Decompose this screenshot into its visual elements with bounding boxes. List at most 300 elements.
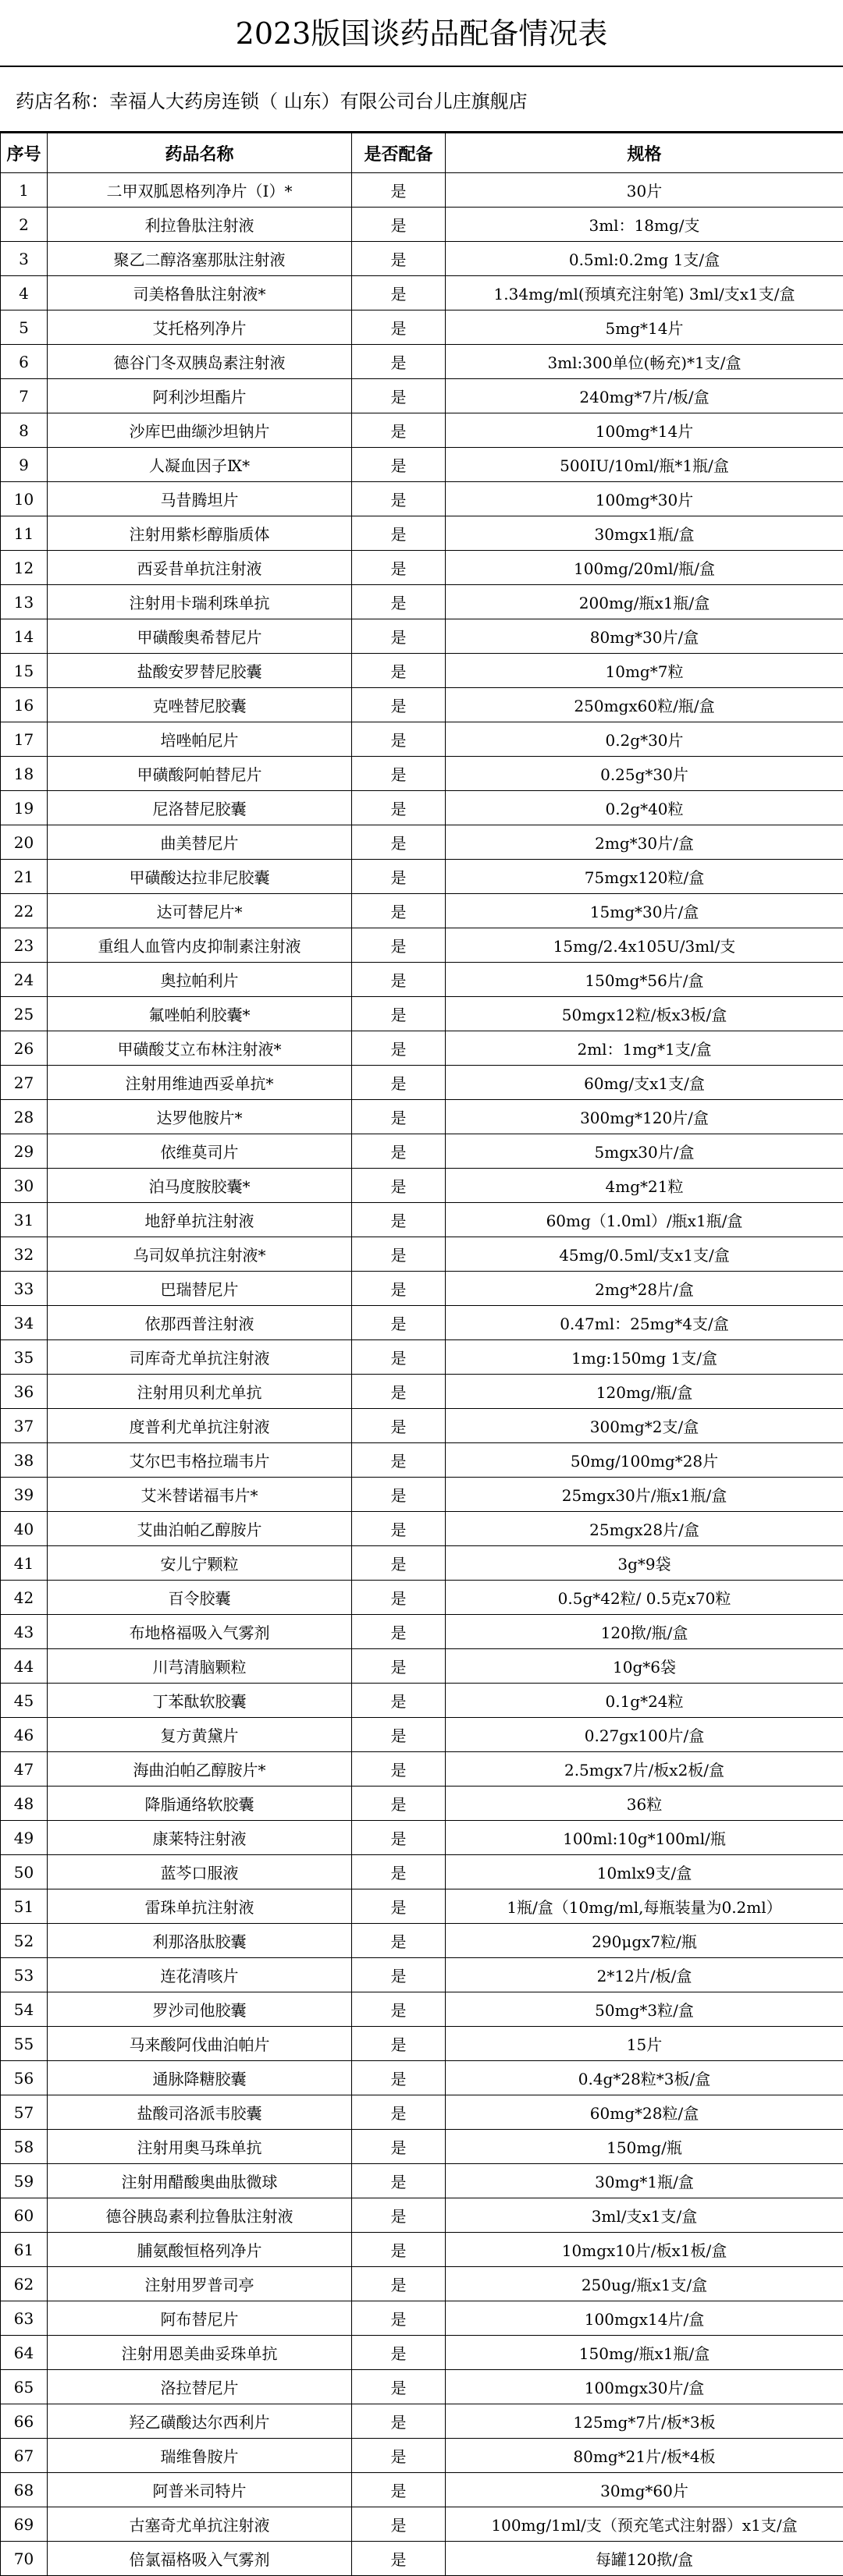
cell-no: 50 [1,1855,48,1889]
cell-stocked: 是 [352,1752,446,1787]
cell-stocked: 是 [352,722,446,757]
cell-stocked: 是 [352,688,446,722]
cell-spec: 3ml:300单位(畅充)*1支/盒 [446,345,843,379]
cell-name: 蓝芩口服液 [48,1855,352,1889]
table-row [1,1855,843,1889]
page-title: 2023版国谈药品配备情况表 [0,0,843,67]
cell-name: 培唑帕尼片 [48,722,352,757]
table-row [1,1787,843,1821]
cell-no: 12 [1,551,48,585]
cell-name: 通脉降糖胶囊 [48,2061,352,2095]
cell-spec: 200mg/瓶x1瓶/盒 [446,585,843,619]
cell-spec: 15mg*30片/盒 [446,894,843,928]
cell-stocked: 是 [352,1031,446,1066]
table-row [1,654,843,688]
cell-name: 百令胶囊 [48,1581,352,1615]
cell-name: 沙库巴曲缬沙坦钠片 [48,413,352,448]
cell-spec: 每罐120揿/盒 [446,2542,843,2576]
cell-name: 泊马度胺胶囊* [48,1169,352,1203]
table-row [1,1924,843,1958]
cell-spec: 3g*9袋 [446,1546,843,1581]
cell-no: 56 [1,2061,48,2095]
cell-stocked: 是 [352,825,446,860]
table-row [1,2301,843,2336]
cell-spec: 25mgx28片/盒 [446,1512,843,1546]
cell-spec: 75mgx120粒/盒 [446,860,843,894]
cell-name: 马昔腾坦片 [48,482,352,516]
cell-no: 5 [1,310,48,345]
table-row [1,1031,843,1066]
cell-no: 33 [1,1272,48,1306]
cell-name: 奥拉帕利片 [48,963,352,997]
cell-no: 40 [1,1512,48,1546]
cell-name: 尼洛替尼胶囊 [48,791,352,825]
cell-spec: 120mg/瓶/盒 [446,1375,843,1409]
cell-no: 41 [1,1546,48,1581]
cell-stocked: 是 [352,1855,446,1889]
table-row [1,2370,843,2404]
cell-name: 依那西普注射液 [48,1306,352,1340]
table-row [1,2473,843,2507]
table-row [1,997,843,1031]
cell-name: 艾曲泊帕乙醇胺片 [48,1512,352,1546]
cell-name: 地舒单抗注射液 [48,1203,352,1237]
cell-no: 55 [1,2027,48,2061]
cell-no: 60 [1,2198,48,2233]
cell-name: 罗沙司他胶囊 [48,1992,352,2027]
header-spec: 规格 [446,133,843,173]
cell-no: 31 [1,1203,48,1237]
cell-no: 6 [1,345,48,379]
cell-spec: 10mg*7粒 [446,654,843,688]
cell-stocked: 是 [352,894,446,928]
cell-no: 2 [1,208,48,242]
cell-no: 54 [1,1992,48,2027]
cell-stocked: 是 [352,2198,446,2233]
cell-no: 18 [1,757,48,791]
cell-stocked: 是 [352,379,446,413]
cell-name: 注射用卡瑞利珠单抗 [48,585,352,619]
header-name: 药品名称 [48,133,352,173]
table-row [1,688,843,722]
cell-stocked: 是 [352,2542,446,2576]
cell-spec: 100ml:10g*100ml/瓶 [446,1821,843,1855]
cell-spec: 100mg*14片 [446,413,843,448]
cell-spec: 15片 [446,2027,843,2061]
table-row [1,1752,843,1787]
cell-stocked: 是 [352,208,446,242]
cell-stocked: 是 [352,2130,446,2164]
cell-name: 艾托格列净片 [48,310,352,345]
cell-spec: 100mgx30片/盒 [446,2370,843,2404]
table-row [1,860,843,894]
cell-no: 44 [1,1649,48,1684]
cell-name: 洛拉替尼片 [48,2370,352,2404]
table-row [1,1272,843,1306]
cell-name: 达罗他胺片* [48,1100,352,1134]
cell-stocked: 是 [352,860,446,894]
cell-spec: 30mgx1瓶/盒 [446,516,843,551]
cell-name: 甲磺酸阿帕替尼片 [48,757,352,791]
cell-no: 16 [1,688,48,722]
cell-spec: 60mg*28粒/盒 [446,2095,843,2130]
cell-no: 63 [1,2301,48,2336]
table-row [1,516,843,551]
cell-spec: 0.5ml:0.2mg 1支/盒 [446,242,843,276]
cell-name: 注射用贝利尤单抗 [48,1375,352,1409]
cell-spec: 80mg*30片/盒 [446,619,843,654]
cell-spec: 15mg/2.4x105U/3ml/支 [446,928,843,963]
table-row [1,448,843,482]
table-row [1,2267,843,2301]
cell-spec: 300mg*120片/盒 [446,1100,843,1134]
table-row [1,1443,843,1478]
cell-no: 51 [1,1889,48,1924]
cell-spec: 80mg*21片/板*4板 [446,2439,843,2473]
cell-no: 9 [1,448,48,482]
cell-stocked: 是 [352,1649,446,1684]
table-row [1,2404,843,2439]
table-row [1,1546,843,1581]
table-header-row [1,133,843,173]
cell-stocked: 是 [352,1924,446,1958]
table-row [1,345,843,379]
cell-name: 达可替尼片* [48,894,352,928]
table-row [1,242,843,276]
cell-name: 注射用罗普司亭 [48,2267,352,2301]
table-row [1,2198,843,2233]
cell-stocked: 是 [352,1546,446,1581]
cell-no: 43 [1,1615,48,1649]
cell-name: 重组人血管内皮抑制素注射液 [48,928,352,963]
cell-name: 降脂通络软胶囊 [48,1787,352,1821]
cell-no: 34 [1,1306,48,1340]
cell-spec: 3ml：18mg/支 [446,208,843,242]
cell-stocked: 是 [352,1375,446,1409]
cell-name: 阿普米司特片 [48,2473,352,2507]
table-row [1,2027,843,2061]
cell-stocked: 是 [352,482,446,516]
cell-no: 19 [1,791,48,825]
cell-name: 盐酸安罗替尼胶囊 [48,654,352,688]
cell-stocked: 是 [352,1718,446,1752]
cell-spec: 60mg（1.0ml）/瓶x1瓶/盒 [446,1203,843,1237]
cell-name: 德谷胰岛素利拉鲁肽注射液 [48,2198,352,2233]
cell-name: 注射用紫杉醇脂质体 [48,516,352,551]
cell-stocked: 是 [352,1992,446,2027]
cell-name: 聚乙二醇洛塞那肽注射液 [48,242,352,276]
cell-stocked: 是 [352,2404,446,2439]
cell-name: 乌司奴单抗注射液* [48,1237,352,1272]
cell-name: 克唑替尼胶囊 [48,688,352,722]
cell-no: 64 [1,2336,48,2370]
cell-spec: 500IU/10ml/瓶*1瓶/盒 [446,448,843,482]
cell-no: 10 [1,482,48,516]
table-row [1,1615,843,1649]
cell-spec: 150mg*56片/盒 [446,963,843,997]
cell-no: 25 [1,997,48,1031]
cell-no: 20 [1,825,48,860]
cell-name: 古塞奇尤单抗注射液 [48,2507,352,2542]
cell-no: 13 [1,585,48,619]
cell-spec: 2.5mgx7片/板x2板/盒 [446,1752,843,1787]
cell-name: 甲磺酸艾立布林注射液* [48,1031,352,1066]
cell-spec: 30mg*1瓶/盒 [446,2164,843,2198]
table-row [1,1340,843,1375]
cell-spec: 2ml：1mg*1支/盒 [446,1031,843,1066]
cell-spec: 10mgx10片/板x1板/盒 [446,2233,843,2267]
cell-spec: 50mgx12粒/板x3板/盒 [446,997,843,1031]
cell-no: 15 [1,654,48,688]
cell-no: 3 [1,242,48,276]
table-row [1,1718,843,1752]
cell-no: 30 [1,1169,48,1203]
cell-stocked: 是 [352,1409,446,1443]
cell-name: 德谷门冬双胰岛素注射液 [48,345,352,379]
cell-spec: 4mg*21粒 [446,1169,843,1203]
table-row [1,1958,843,1992]
cell-stocked: 是 [352,2164,446,2198]
cell-stocked: 是 [352,1203,446,1237]
cell-name: 氟唑帕利胶囊* [48,997,352,1031]
cell-spec: 5mg*14片 [446,310,843,345]
cell-name: 司库奇尤单抗注射液 [48,1340,352,1375]
cell-stocked: 是 [352,1684,446,1718]
cell-no: 46 [1,1718,48,1752]
cell-stocked: 是 [352,173,446,208]
cell-stocked: 是 [352,1306,446,1340]
cell-name: 海曲泊帕乙醇胺片* [48,1752,352,1787]
table-row [1,928,843,963]
cell-spec: 0.1g*24粒 [446,1684,843,1718]
table-row [1,963,843,997]
table-row [1,2233,843,2267]
cell-stocked: 是 [352,2267,446,2301]
cell-no: 27 [1,1066,48,1100]
cell-stocked: 是 [352,2439,446,2473]
cell-spec: 0.25g*30片 [446,757,843,791]
cell-name: 西妥昔单抗注射液 [48,551,352,585]
cell-stocked: 是 [352,1272,446,1306]
cell-spec: 30片 [446,173,843,208]
cell-name: 马来酸阿伐曲泊帕片 [48,2027,352,2061]
cell-name: 布地格福吸入气雾剂 [48,1615,352,1649]
cell-name: 阿利沙坦酯片 [48,379,352,413]
cell-spec: 1mg:150mg 1支/盒 [446,1340,843,1375]
cell-spec: 5mgx30片/盒 [446,1134,843,1169]
cell-stocked: 是 [352,997,446,1031]
cell-no: 67 [1,2439,48,2473]
cell-stocked: 是 [352,2095,446,2130]
cell-name: 二甲双胍恩格列净片（Ⅰ）* [48,173,352,208]
cell-stocked: 是 [352,1237,446,1272]
table-row [1,1649,843,1684]
table-row [1,2507,843,2542]
table-row [1,2164,843,2198]
cell-stocked: 是 [352,2473,446,2507]
cell-no: 47 [1,1752,48,1787]
cell-no: 37 [1,1409,48,1443]
cell-stocked: 是 [352,791,446,825]
cell-spec: 125mg*7片/板*3板 [446,2404,843,2439]
cell-stocked: 是 [352,2301,446,2336]
cell-name: 利拉鲁肽注射液 [48,208,352,242]
cell-stocked: 是 [352,516,446,551]
cell-name: 安儿宁颗粒 [48,1546,352,1581]
table-row [1,757,843,791]
cell-name: 司美格鲁肽注射液* [48,276,352,310]
table-row [1,2542,843,2576]
cell-no: 35 [1,1340,48,1375]
cell-no: 36 [1,1375,48,1409]
cell-no: 28 [1,1100,48,1134]
table-row [1,1889,843,1924]
cell-stocked: 是 [352,2061,446,2095]
cell-no: 68 [1,2473,48,2507]
cell-spec: 100mg*30片 [446,482,843,516]
cell-no: 23 [1,928,48,963]
cell-name: 艾尔巴韦格拉瑞韦片 [48,1443,352,1478]
cell-no: 62 [1,2267,48,2301]
table-row [1,619,843,654]
cell-name: 曲美替尼片 [48,825,352,860]
cell-stocked: 是 [352,1889,446,1924]
table-row [1,2095,843,2130]
cell-stocked: 是 [352,1443,446,1478]
cell-stocked: 是 [352,413,446,448]
cell-name: 丁苯酞软胶囊 [48,1684,352,1718]
cell-spec: 10g*6袋 [446,1649,843,1684]
cell-stocked: 是 [352,757,446,791]
cell-no: 24 [1,963,48,997]
cell-no: 32 [1,1237,48,1272]
cell-spec: 250mgx60粒/瓶/盒 [446,688,843,722]
cell-spec: 2mg*28片/盒 [446,1272,843,1306]
cell-name: 复方黄黛片 [48,1718,352,1752]
cell-spec: 0.4g*28粒*3板/盒 [446,2061,843,2095]
table-row [1,894,843,928]
cell-spec: 1.34mg/ml(预填充注射笔) 3ml/支x1支/盒 [446,276,843,310]
cell-stocked: 是 [352,345,446,379]
table-row [1,1581,843,1615]
table-row [1,173,843,208]
table-row [1,379,843,413]
table-row [1,208,843,242]
cell-spec: 290μgx7粒/瓶 [446,1924,843,1958]
cell-no: 65 [1,2370,48,2404]
cell-no: 4 [1,276,48,310]
table-row [1,2130,843,2164]
cell-name: 康莱特注射液 [48,1821,352,1855]
cell-no: 57 [1,2095,48,2130]
cell-no: 66 [1,2404,48,2439]
cell-no: 48 [1,1787,48,1821]
table-row [1,1478,843,1512]
table-row [1,482,843,516]
cell-spec: 250ug/瓶x1支/盒 [446,2267,843,2301]
table-row [1,276,843,310]
cell-no: 58 [1,2130,48,2164]
cell-spec: 36粒 [446,1787,843,1821]
cell-spec: 0.5g*42粒/ 0.5克x70粒 [446,1581,843,1615]
cell-name: 连花清咳片 [48,1958,352,1992]
cell-name: 人凝血因子Ⅸ* [48,448,352,482]
cell-name: 川芎清脑颗粒 [48,1649,352,1684]
cell-spec: 240mg*7片/板/盒 [446,379,843,413]
cell-stocked: 是 [352,1581,446,1615]
cell-name: 盐酸司洛派韦胶囊 [48,2095,352,2130]
cell-stocked: 是 [352,1787,446,1821]
table-row [1,1169,843,1203]
cell-no: 21 [1,860,48,894]
cell-no: 22 [1,894,48,928]
cell-stocked: 是 [352,2507,446,2542]
cell-spec: 10mlx9支/盒 [446,1855,843,1889]
cell-stocked: 是 [352,1340,446,1375]
cell-name: 甲磺酸达拉非尼胶囊 [48,860,352,894]
cell-stocked: 是 [352,1821,446,1855]
table-row [1,1375,843,1409]
cell-spec: 100mg/1ml/支（预充笔式注射器）x1支/盒 [446,2507,843,2542]
cell-stocked: 是 [352,619,446,654]
cell-stocked: 是 [352,448,446,482]
cell-no: 1 [1,173,48,208]
cell-no: 26 [1,1031,48,1066]
header-stocked: 是否配备 [352,133,446,173]
cell-name: 利那洛肽胶囊 [48,1924,352,1958]
cell-spec: 0.47ml：25mg*4支/盒 [446,1306,843,1340]
cell-no: 70 [1,2542,48,2576]
table-row [1,1992,843,2027]
cell-stocked: 是 [352,963,446,997]
cell-no: 45 [1,1684,48,1718]
cell-no: 29 [1,1134,48,1169]
cell-name: 雷珠单抗注射液 [48,1889,352,1924]
cell-spec: 60mg/支x1支/盒 [446,1066,843,1100]
cell-no: 52 [1,1924,48,1958]
cell-spec: 300mg*2支/盒 [446,1409,843,1443]
cell-no: 17 [1,722,48,757]
cell-spec: 0.2g*30片 [446,722,843,757]
cell-spec: 45mg/0.5ml/支x1支/盒 [446,1237,843,1272]
cell-stocked: 是 [352,2336,446,2370]
cell-name: 羟乙磺酸达尔西利片 [48,2404,352,2439]
cell-spec: 25mgx30片/瓶x1瓶/盒 [446,1478,843,1512]
cell-name: 艾米替诺福韦片* [48,1478,352,1512]
table-row [1,791,843,825]
table-row [1,585,843,619]
cell-stocked: 是 [352,1478,446,1512]
store-name: 药店名称：幸福人大药房连锁（ 山东）有限公司台儿庄旗舰店 [0,67,843,133]
table-row [1,2061,843,2095]
cell-spec: 50mg*3粒/盒 [446,1992,843,2027]
cell-spec: 50mg/100mg*28片 [446,1443,843,1478]
cell-stocked: 是 [352,1066,446,1100]
cell-name: 瑞维鲁胺片 [48,2439,352,2473]
table-row [1,1306,843,1340]
table-row [1,1134,843,1169]
cell-stocked: 是 [352,1100,446,1134]
table-row [1,2336,843,2370]
cell-no: 61 [1,2233,48,2267]
cell-name: 脯氨酸恒格列净片 [48,2233,352,2267]
cell-spec: 1瓶/盒（10mg/ml,每瓶装量为0.2ml） [446,1889,843,1924]
cell-stocked: 是 [352,1169,446,1203]
table-row [1,310,843,345]
header-no: 序号 [1,133,48,173]
cell-name: 甲磺酸奥希替尼片 [48,619,352,654]
cell-stocked: 是 [352,2370,446,2404]
